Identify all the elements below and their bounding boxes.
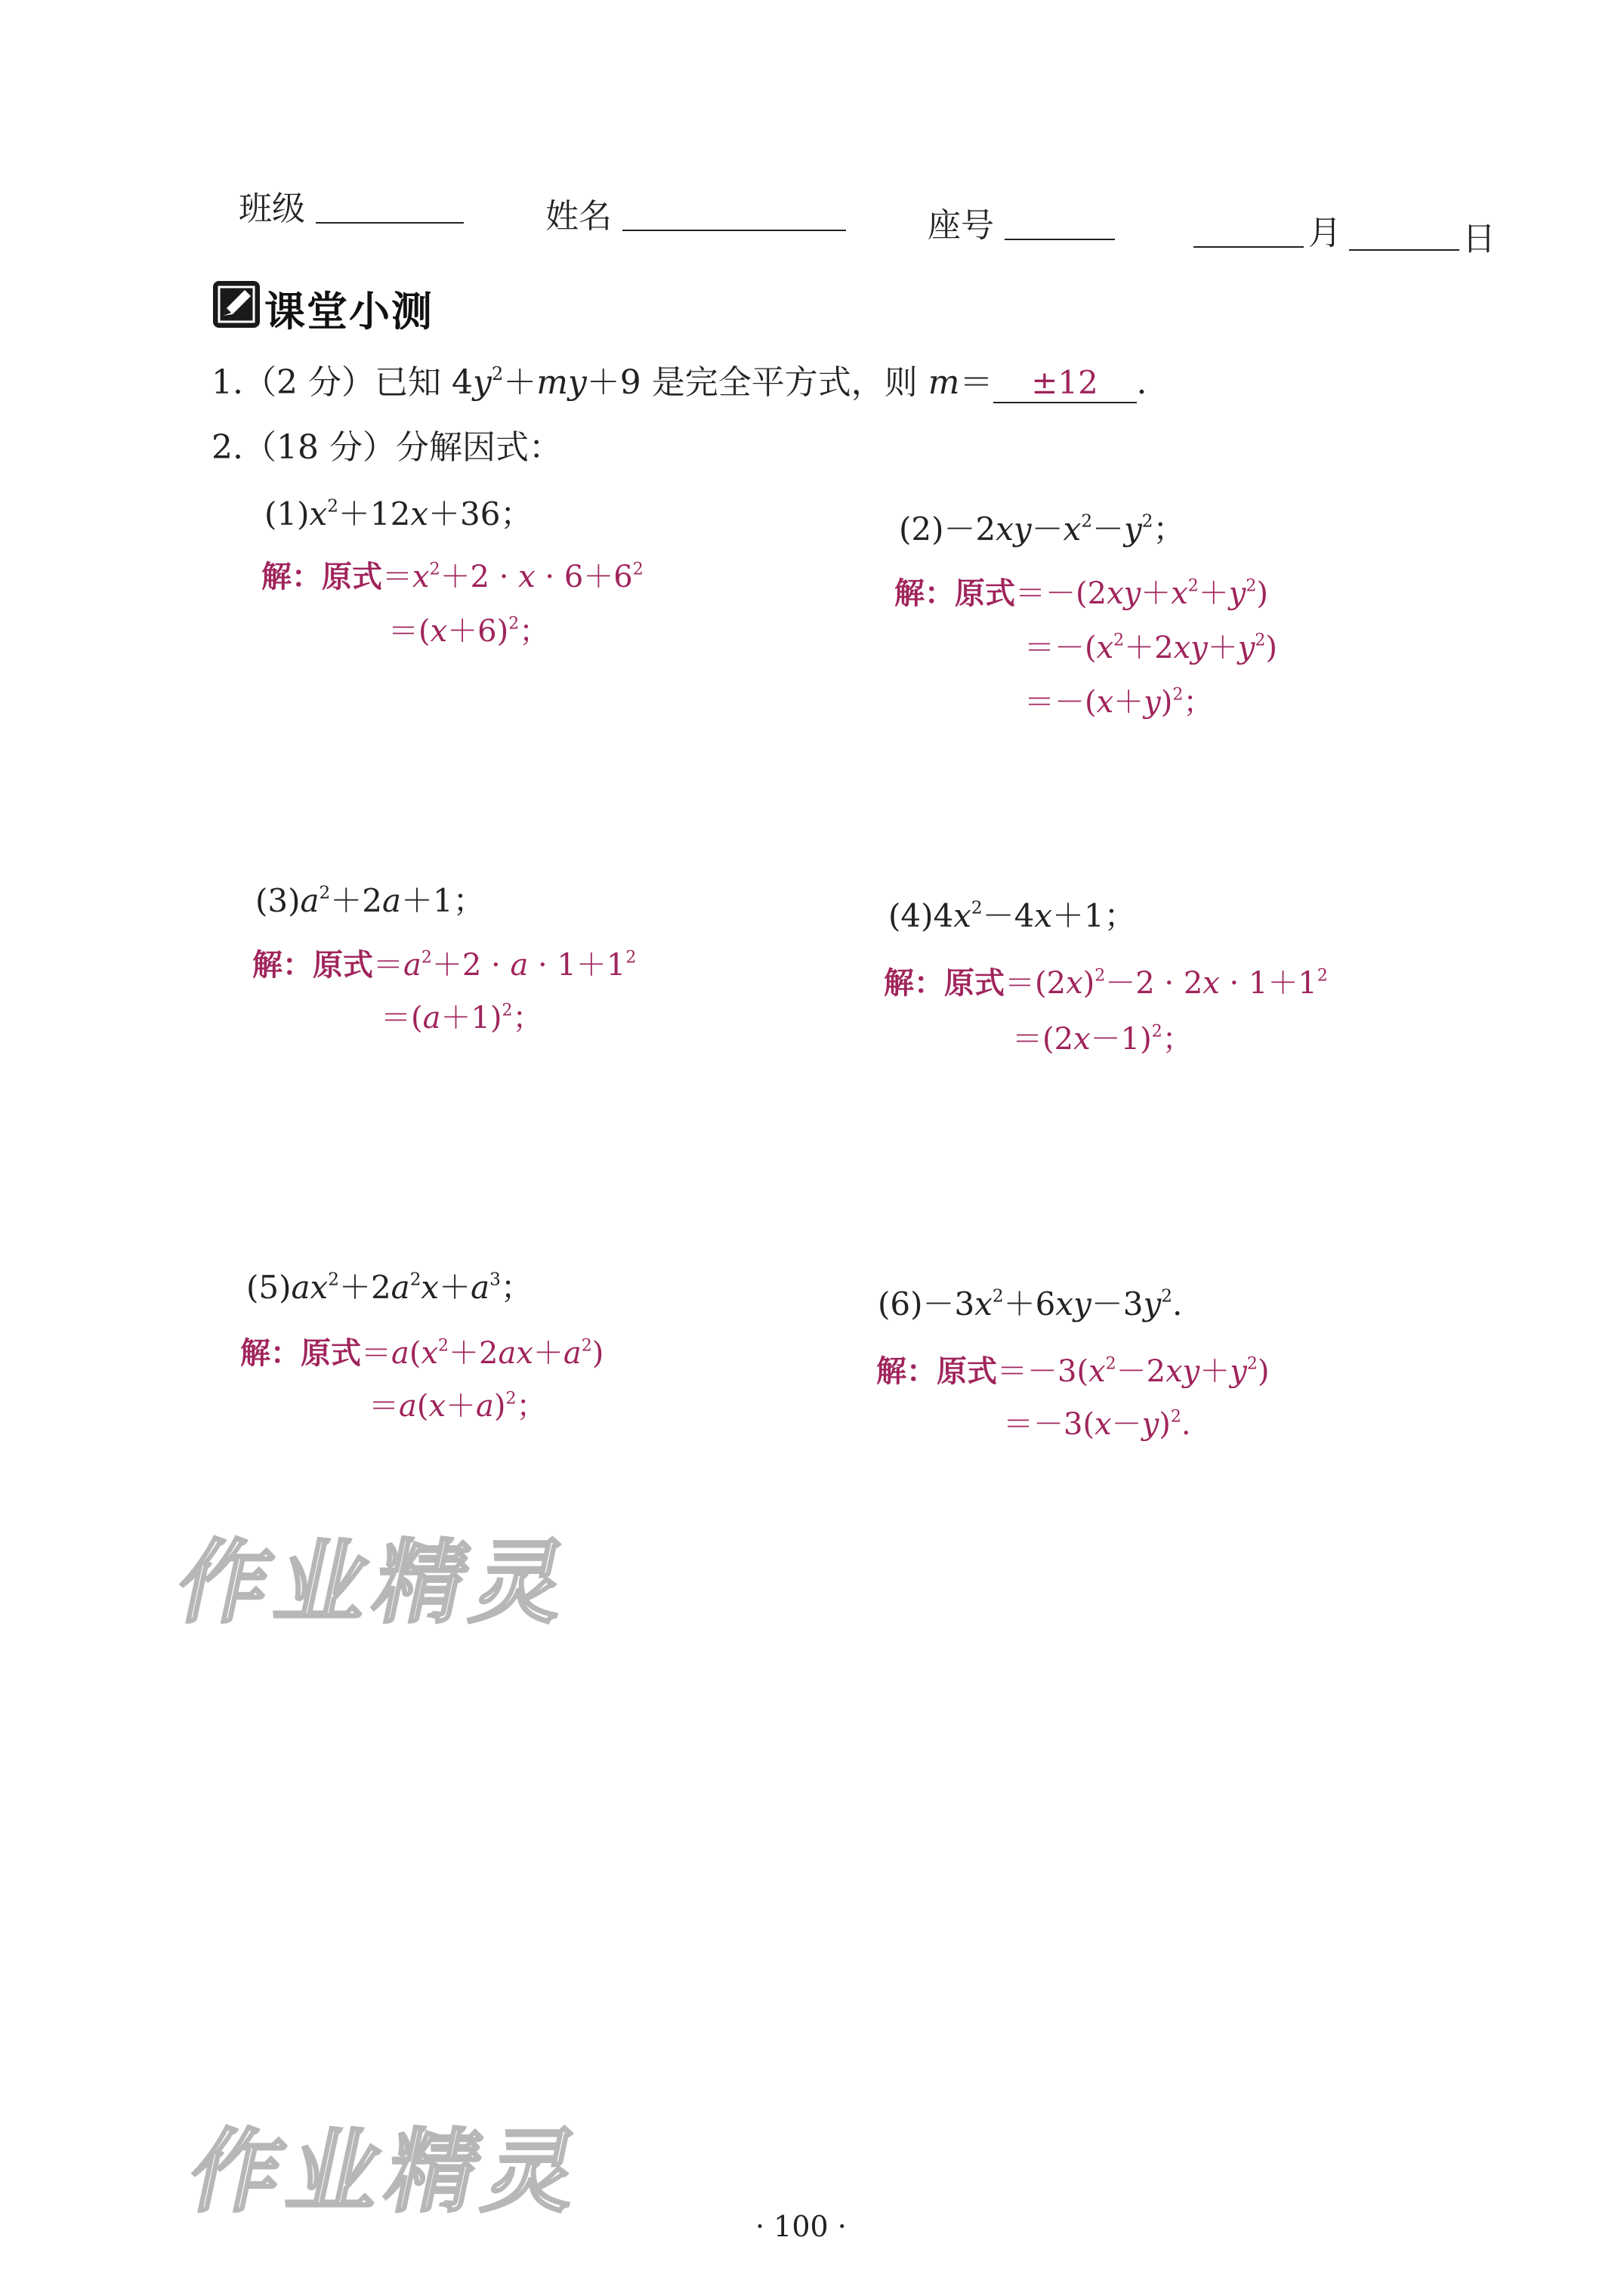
solution-2-line-3: $=-(x+y)^2$； xyxy=(1024,685,1214,720)
solution-6-line-1: 解：原式$=-3(x^2-2xy+y^2)$ xyxy=(876,1353,1270,1389)
day-blank[interactable] xyxy=(1349,249,1459,251)
name-blank[interactable] xyxy=(622,230,846,231)
name-label: 姓名 xyxy=(545,197,612,236)
q1-text-before: 1.（2 分）已知 4 xyxy=(211,363,473,402)
solution-5-line-1: 解：原式$=a(x^2+2ax+a^2)$ xyxy=(240,1335,604,1371)
watermark-upper: 作业精灵 xyxy=(168,1529,584,1636)
q1-answer: ±12 xyxy=(1031,364,1098,401)
solution-6-line-2: $=-3(x-y)^2$. xyxy=(1003,1407,1191,1442)
problem-2: $(2)-2xy-x^2-y^2$； xyxy=(899,511,1185,548)
seat-label: 座号 xyxy=(928,206,994,245)
solution-5-line-2: $=a(x+a)^2$； xyxy=(369,1389,547,1424)
solution-2-line-2: $=-(x^2+2xy+y^2)$ xyxy=(1024,631,1277,665)
solution-4-line-2: $=(2x-1)^2$； xyxy=(1012,1022,1193,1057)
class-label: 班级 xyxy=(239,190,305,228)
solution-1-line-1: 解：原式$=x^2+2 \cdot x \cdot 6+6^2$ xyxy=(261,559,644,594)
watermark-lower: 作业精灵 xyxy=(180,2119,596,2225)
question-2: 2.（18 分）分解因式： xyxy=(211,428,562,467)
q1-text-after: 是完全平方式，则 xyxy=(651,363,918,402)
solution-prefix: 解：原式 xyxy=(876,1353,997,1389)
solution-3-line-2: $=(a+1)^2$； xyxy=(381,1001,543,1035)
solution-2-line-1: 解：原式$=-(2xy+x^2+y^2)$ xyxy=(894,576,1268,611)
solution-prefix: 解：原式 xyxy=(884,965,1005,1001)
problem-6: $(6)-3x^2+6xy-3y^2$. xyxy=(878,1285,1183,1322)
problem-5: $(5)ax^2+2a^2x+a^3$； xyxy=(246,1269,533,1306)
question-1: 1.（2 分）已知 $4y^2+my+9$ 是完全平方式，则 m＝ ±12 . xyxy=(211,363,1147,402)
month-blank[interactable] xyxy=(1193,246,1304,248)
problem-1: $(1)x^2+12x+36$； xyxy=(264,495,533,532)
pencil-icon xyxy=(213,281,260,328)
page-number: · 100 · xyxy=(755,2210,847,2243)
solution-3-line-1: 解：原式$=a^2+2 \cdot a \cdot 1+1^2$ xyxy=(252,947,637,983)
seat-blank[interactable] xyxy=(1005,239,1115,240)
problem-4: $(4)4x^2-4x+1$； xyxy=(888,897,1136,934)
q1-answer-blank xyxy=(993,363,1137,403)
month-label: 月 xyxy=(1308,214,1341,252)
solution-prefix: 解：原式 xyxy=(261,559,382,594)
day-label: 日 xyxy=(1462,220,1496,258)
class-blank[interactable] xyxy=(316,222,464,224)
solution-prefix: 解：原式 xyxy=(252,947,373,983)
section-title: 课堂小测 xyxy=(264,287,434,335)
problem-3: $(3)a^2+2a+1$； xyxy=(255,882,485,919)
solution-4-line-1: 解：原式$=(2x)^2-2 \cdot 2x \cdot 1+1^2$ xyxy=(884,965,1328,1001)
solution-prefix: 解：原式 xyxy=(240,1335,361,1371)
solution-1-line-2: $=(x+6)^2$； xyxy=(388,614,550,649)
solution-prefix: 解：原式 xyxy=(894,576,1015,611)
